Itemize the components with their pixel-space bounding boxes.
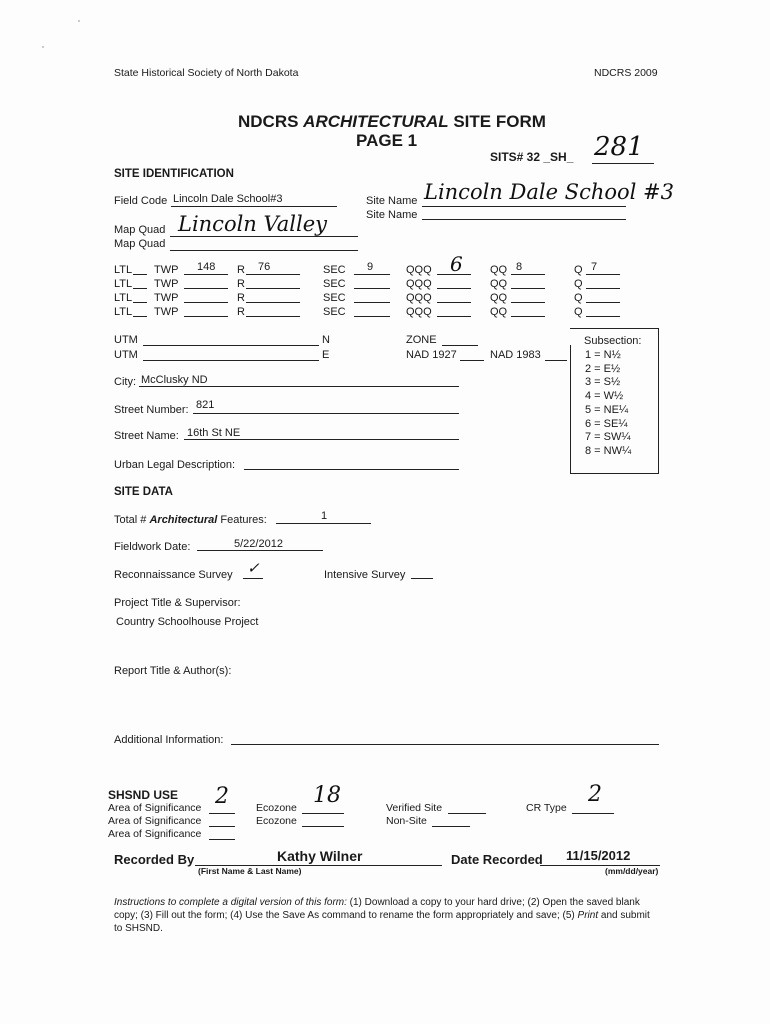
section-field[interactable]: 9 — [367, 261, 374, 273]
street-number-label: Street Number: — [114, 404, 189, 416]
city-label: City: — [114, 376, 136, 388]
ltl-label: LTL — [114, 306, 133, 318]
range-label: R — [237, 292, 245, 304]
verified-site-label: Verified Site — [386, 802, 443, 814]
street-number-field[interactable]: 821 — [196, 399, 215, 411]
zone-label: ZONE — [406, 334, 437, 346]
section-label: SEC — [323, 278, 346, 290]
site-name2-label: Site Name — [366, 209, 418, 221]
utm2-label: UTM — [114, 349, 138, 361]
recorded-by-label: Recorded By — [114, 852, 195, 867]
project-title-field[interactable]: Country Schoolhouse Project — [116, 616, 259, 628]
additional-info-label: Additional Information: — [114, 734, 224, 746]
section-label: SEC — [323, 306, 346, 318]
q-label: Q — [574, 264, 583, 276]
ecozone-2-label: Ecozone — [256, 815, 297, 827]
recorded-by-field[interactable]: Kathy Wilner — [277, 848, 363, 864]
date-recorded-label: Date Recorded — [451, 852, 543, 867]
form-code: NDCRS 2009 — [594, 67, 658, 79]
q-field[interactable]: 7 — [591, 261, 598, 273]
date-recorded-hint: (mm/dd/year) — [605, 866, 659, 876]
ltl-label: LTL — [114, 278, 133, 290]
scan-speck — [78, 20, 80, 22]
report-title-label: Report Title & Author(s): — [114, 665, 232, 677]
non-site-label: Non-Site — [386, 815, 427, 827]
map-quad-field[interactable]: Lincoln Valley — [178, 212, 327, 236]
sits-label: SITS# 32 _SH_ — [490, 150, 574, 164]
site-data-heading: SITE DATA — [114, 486, 173, 498]
subsection-item: 3 = S½ — [585, 376, 621, 389]
qq-label: QQ — [490, 306, 508, 318]
site-name-label: Site Name — [366, 195, 418, 207]
q-label: Q — [574, 306, 583, 318]
section-label: SEC — [323, 264, 346, 276]
subsection-item: 8 = NW¼ — [585, 444, 632, 457]
street-name-field[interactable]: 16th St NE — [187, 427, 241, 439]
site-name-field[interactable]: Lincoln Dale School #3 — [424, 180, 674, 204]
reconnaissance-checkbox[interactable]: ✓ — [247, 559, 260, 577]
ltl-label: LTL — [114, 264, 133, 276]
subsection-item: 2 = E½ — [585, 362, 621, 375]
qqq-label: QQQ — [406, 278, 432, 290]
q-label: Q — [574, 292, 583, 304]
qqq-field[interactable]: 6 — [450, 252, 463, 276]
map-quad2-label: Map Quad — [114, 238, 166, 250]
qqq-label: QQQ — [406, 292, 432, 304]
area-significance-2-label: Area of Significance — [108, 815, 202, 827]
instructions: Instructions to complete a digital version of this form: (1) Download a copy to your hard drive; (2) Open the saved blank copy; (3) Fill out the form; (4) Use the Save As command to rename the form appropriately and save; (5) Print and submit to SHSND. — [114, 897, 650, 934]
ecozone-1-field[interactable]: 18 — [313, 783, 341, 808]
range-label: R — [237, 278, 245, 290]
street-name-label: Street Name: — [114, 430, 179, 442]
total-features-field[interactable]: 1 — [321, 510, 328, 522]
subsection-item: 6 = SE¼ — [585, 417, 628, 430]
qqq-label: QQQ — [406, 264, 432, 276]
twp-label: TWP — [154, 306, 179, 318]
form-title: NDCRS ARCHITECTURAL SITE FORM — [238, 112, 546, 131]
site-identification-heading: SITE IDENTIFICATION — [114, 168, 234, 180]
shsnd-use-heading: SHSND USE — [108, 788, 179, 802]
qq-field[interactable]: 8 — [516, 261, 523, 273]
section-label: SEC — [323, 292, 346, 304]
field-code-field[interactable]: Lincoln Dale School#3 — [173, 193, 283, 205]
range-label: R — [237, 264, 245, 276]
intensive-label: Intensive Survey — [324, 569, 406, 581]
cr-type-label: CR Type — [526, 802, 567, 814]
field-code-label: Field Code — [114, 195, 168, 207]
fieldwork-date-label: Fieldwork Date: — [114, 541, 191, 553]
subsection-item: 5 = NE¼ — [585, 403, 629, 416]
ecozone-1-label: Ecozone — [256, 802, 297, 814]
area-significance-1-label: Area of Significance — [108, 802, 202, 814]
twp-label: TWP — [154, 264, 179, 276]
subsection-item: 7 = SW¼ — [585, 431, 631, 444]
utm-e-label: E — [322, 349, 330, 361]
twp-label: TWP — [154, 292, 179, 304]
page-number: PAGE 1 — [356, 131, 418, 150]
range-label: R — [237, 306, 245, 318]
date-recorded-field[interactable]: 11/15/2012 — [566, 848, 631, 863]
qq-label: QQ — [490, 264, 508, 276]
map-quad-label: Map Quad — [114, 224, 166, 236]
qq-label: QQ — [490, 292, 508, 304]
nad1927-label: NAD 1927 — [406, 349, 457, 361]
twp-field[interactable]: 148 — [197, 261, 216, 273]
range-field[interactable]: 76 — [258, 261, 271, 273]
ltl-label: LTL — [114, 292, 133, 304]
subsection-heading: Subsection: — [584, 335, 642, 347]
reconnaissance-label: Reconnaissance Survey — [114, 569, 233, 581]
area-significance-1-field[interactable]: 2 — [215, 784, 229, 809]
sits-number[interactable]: 281 — [594, 132, 644, 162]
scan-speck — [42, 46, 44, 48]
recorded-by-hint: (First Name & Last Name) — [198, 866, 302, 876]
area-significance-3-label: Area of Significance — [108, 828, 202, 840]
nad1983-label: NAD 1983 — [490, 349, 541, 361]
subsection-item: 4 = W½ — [585, 390, 624, 403]
urban-legal-label: Urban Legal Description: — [114, 459, 236, 471]
cr-type-field[interactable]: 2 — [588, 782, 602, 807]
total-features-label: Total # Architectural Features: — [114, 514, 267, 526]
subsection-item: 1 = N½ — [585, 349, 621, 361]
q-label: Q — [574, 278, 583, 290]
utm-n-label: N — [322, 334, 330, 346]
qq-label: QQ — [490, 278, 508, 290]
org-name: State Historical Society of North Dakota — [114, 67, 299, 79]
fieldwork-date-field[interactable]: 5/22/2012 — [234, 538, 283, 550]
qqq-label: QQQ — [406, 306, 432, 318]
project-title-label: Project Title & Supervisor: — [114, 597, 241, 609]
utm-label: UTM — [114, 334, 138, 346]
city-field[interactable]: McClusky ND — [141, 374, 208, 386]
twp-label: TWP — [154, 278, 179, 290]
